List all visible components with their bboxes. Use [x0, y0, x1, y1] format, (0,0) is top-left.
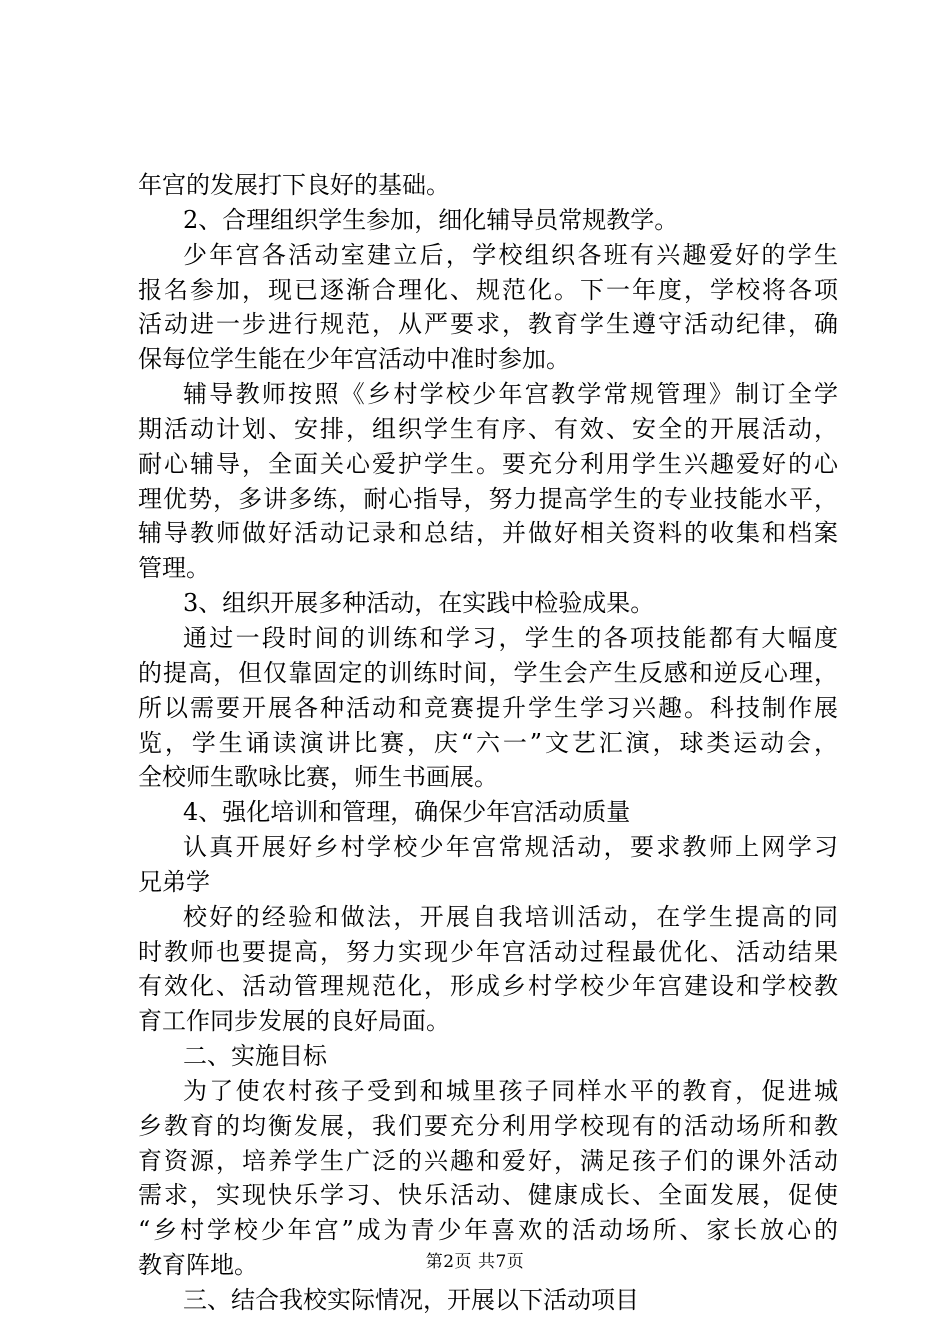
text-line: 耐心辅导，全面关心爱护学生。要充分利用学生兴趣爱好的心 [138, 449, 838, 478]
text-line: 报名参加，现已逐渐合理化、规范化。下一年度，学校将各项 [138, 275, 838, 304]
text-line: 辅导教师做好活动记录和总结，并做好相关资料的收集和档案 [138, 519, 838, 548]
text-line: 育工作同步发展的良好局面。 [138, 1007, 450, 1036]
page-footer: 第2页 共7页 [425, 1252, 525, 1272]
text-line: 少年宫各活动室建立后，学校组织各班有兴趣爱好的学生 [183, 240, 838, 269]
text-line: 校好的经验和做法，开展自我培训活动，在学生提高的同 [183, 902, 838, 931]
text-line: 管理。 [138, 554, 210, 583]
text-line: 时教师也要提高，努力实现少年宫活动过程最优化、活动结果 [138, 937, 838, 966]
text-line: 乡教育的均衡发展，我们要充分利用学校现有的活动场所和教 [138, 1111, 838, 1140]
text-line: 保每位学生能在少年宫活动中准时参加。 [138, 345, 570, 374]
text-line: 年宫的发展打下良好的基础。 [138, 171, 450, 199]
text-line: 览，学生诵读演讲比赛，庆“六一”文艺汇演，球类运动会， [138, 728, 838, 757]
text-line: 所以需要开展各种活动和竞赛提升学生学习兴趣。科技制作展 [138, 693, 838, 722]
text-line: 需求，实现快乐学习、快乐活动、健康成长、全面发展，促使 [138, 1181, 838, 1210]
document-body [138, 168, 838, 1318]
text-line: 期活动计划、安排，组织学生有序、有效、安全的开展活动， [138, 414, 838, 443]
text-line: 活动进一步进行规范，从严要求，教育学生遵守活动纪律，确 [138, 310, 838, 339]
text-line: 4、强化培训和管理，确保少年宫活动质量 [183, 798, 631, 827]
text-line: 兄弟学 [138, 867, 210, 896]
text-line: 有效化、活动管理规范化，形成乡村学校少年宫建设和学校教 [138, 972, 838, 1001]
text-line: 育资源，培养学生广泛的兴趣和爱好，满足孩子们的课外活动 [138, 1146, 838, 1175]
text-line: 认真开展好乡村学校少年宫常规活动，要求教师上网学习 [183, 833, 838, 862]
text-line: 辅导教师按照《乡村学校少年宫教学常规管理》制订全学 [183, 380, 838, 409]
text-line: 2、合理组织学生参加，细化辅导员常规教学。 [183, 205, 679, 234]
text-line: 通过一段时间的训练和学习，学生的各项技能都有大幅度 [183, 623, 838, 652]
text-line: 二、实施目标 [183, 1042, 327, 1071]
text-line: 3、组织开展多种活动，在实践中检验成果。 [183, 589, 655, 618]
text-line: 的提高，但仅靠固定的训练时间，学生会产生反感和逆反心理， [138, 658, 838, 687]
text-line: 为了使农村孩子受到和城里孩子同样水平的教育，促进城 [183, 1076, 838, 1105]
text-line: 全校师生歌咏比赛，师生书画展。 [138, 763, 498, 792]
text-line: 教育阵地。 [138, 1251, 258, 1280]
text-line: 三、结合我校实际情况，开展以下活动项目 [183, 1286, 639, 1314]
text-line: 理优势，多讲多练，耐心指导，努力提高学生的专业技能水平， [138, 484, 838, 513]
text-line: “乡村学校少年宫”成为青少年喜欢的活动场所、家长放心的 [138, 1216, 838, 1245]
